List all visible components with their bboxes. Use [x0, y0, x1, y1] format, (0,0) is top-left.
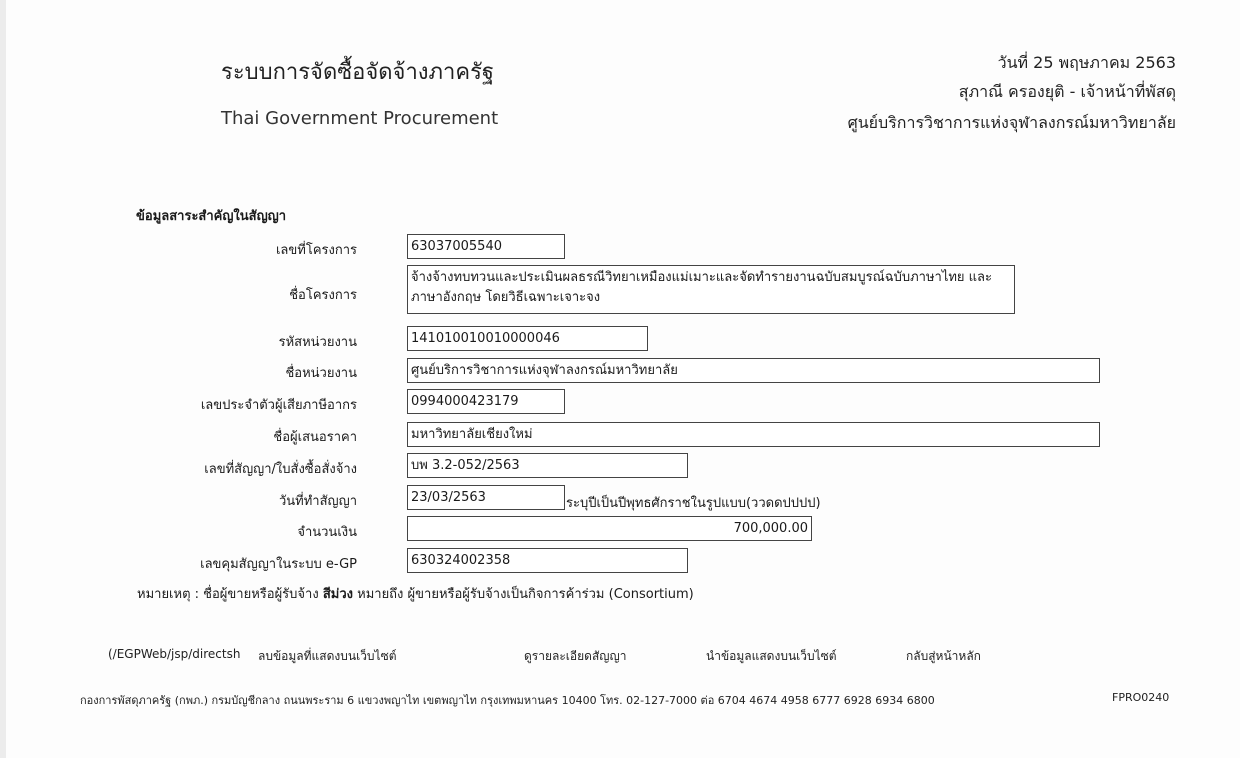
date-format-hint: ระบุปีเป็นปีพุทธศักราชในรูปแบบ(ววดดปปปป): [566, 496, 821, 511]
contract-date-field[interactable]: 23/03/2563: [407, 485, 565, 510]
contract-no-label: เลขที่สัญญา/ใบสั่งซื้อสั่งจ้าง: [204, 462, 357, 477]
dept-name-label: ชื่อหน่วยงาน: [285, 366, 357, 381]
delete-web-data-link[interactable]: ลบข้อมูลที่แสดงบนเว็บไซต์: [258, 649, 397, 663]
scan-edge: [0, 0, 6, 758]
header-date: วันที่ 25 พฤษภาคม 2563: [997, 53, 1176, 72]
system-title-english: Thai Government Procurement: [221, 108, 499, 129]
system-title-thai: ระบบการจัดซื้อจัดจ้างภาครัฐ: [221, 60, 495, 85]
tax-id-label: เลขประจำตัวผู้เสียภาษีอากร: [200, 398, 357, 413]
note-color-word: สีม่วง: [322, 587, 353, 602]
footer-address: กองการพัสดุภาครัฐ (กพภ.) กรมบัญชีกลาง ถนนพระราม 6 แขวงพญาไท เขตพญาไท กรุงเทพมหานคร 10400 โทร. 02-127-7000 ต่อ 6704 4674 4958 6777 6928 6934 6800: [80, 694, 935, 707]
header-organization: ศูนย์บริการวิชาการแห่งจุฬาลงกรณ์มหาวิทยาลัย: [847, 113, 1176, 132]
tax-id-field[interactable]: 0994000423179: [407, 389, 565, 414]
note-suffix: หมายถึง ผู้ขายหรือผู้รับจ้างเป็นกิจการค้าร่วม (Consortium): [357, 587, 694, 602]
link-path[interactable]: (/EGPWeb/jsp/directsh: [108, 647, 241, 661]
project-name-field[interactable]: จ้างจ้างทบทวนและประเมินผลธรณีวิทยาเหมืองแม่เมาะและจัดทำรายงานฉบับสมบูรณ์ฉบับภาษาไทย และภาษาอังกฤษ โดยวิธีเฉพาะเจาะจง: [407, 265, 1015, 314]
dept-code-field[interactable]: 141010010010000046: [407, 326, 648, 351]
header-user: สุภาณี ครองยุติ - เจ้าหน้าที่พัสดุ: [958, 82, 1176, 101]
contract-no-field[interactable]: บพ 3.2-052/2563: [407, 453, 688, 478]
bidder-field[interactable]: มหาวิทยาลัยเชียงใหม่: [407, 422, 1100, 447]
home-link[interactable]: กลับสู่หน้าหลัก: [906, 649, 981, 663]
project-no-field[interactable]: 63037005540: [407, 234, 565, 259]
footer-form-code: FPRO0240: [1112, 691, 1170, 704]
egp-no-field[interactable]: 630324002358: [407, 548, 688, 573]
publish-web-data-link[interactable]: นำข้อมูลแสดงบนเว็บไซต์: [706, 649, 837, 663]
bidder-label: ชื่อผู้เสนอราคา: [273, 430, 357, 445]
amount-label: จำนวนเงิน: [297, 525, 357, 540]
project-no-label: เลขที่โครงการ: [275, 243, 357, 258]
section-title: ข้อมูลสาระสำคัญในสัญญา: [136, 209, 287, 224]
egp-no-label: เลขคุมสัญญาในระบบ e-GP: [200, 557, 357, 572]
dept-name-field[interactable]: ศูนย์บริการวิชาการแห่งจุฬาลงกรณ์มหาวิทยาลัย: [407, 358, 1100, 383]
amount-field[interactable]: 700,000.00: [407, 516, 812, 541]
dept-code-label: รหัสหน่วยงาน: [278, 335, 357, 350]
view-contract-detail-link[interactable]: ดูรายละเอียดสัญญา: [524, 649, 627, 663]
consortium-note: [137, 583, 694, 604]
project-name-label: ชื่อโครงการ: [289, 288, 357, 303]
contract-date-label: วันที่ทำสัญญา: [278, 494, 357, 509]
note-prefix: หมายเหตุ : ชื่อผู้ขายหรือผู้รับจ้าง: [137, 587, 319, 602]
